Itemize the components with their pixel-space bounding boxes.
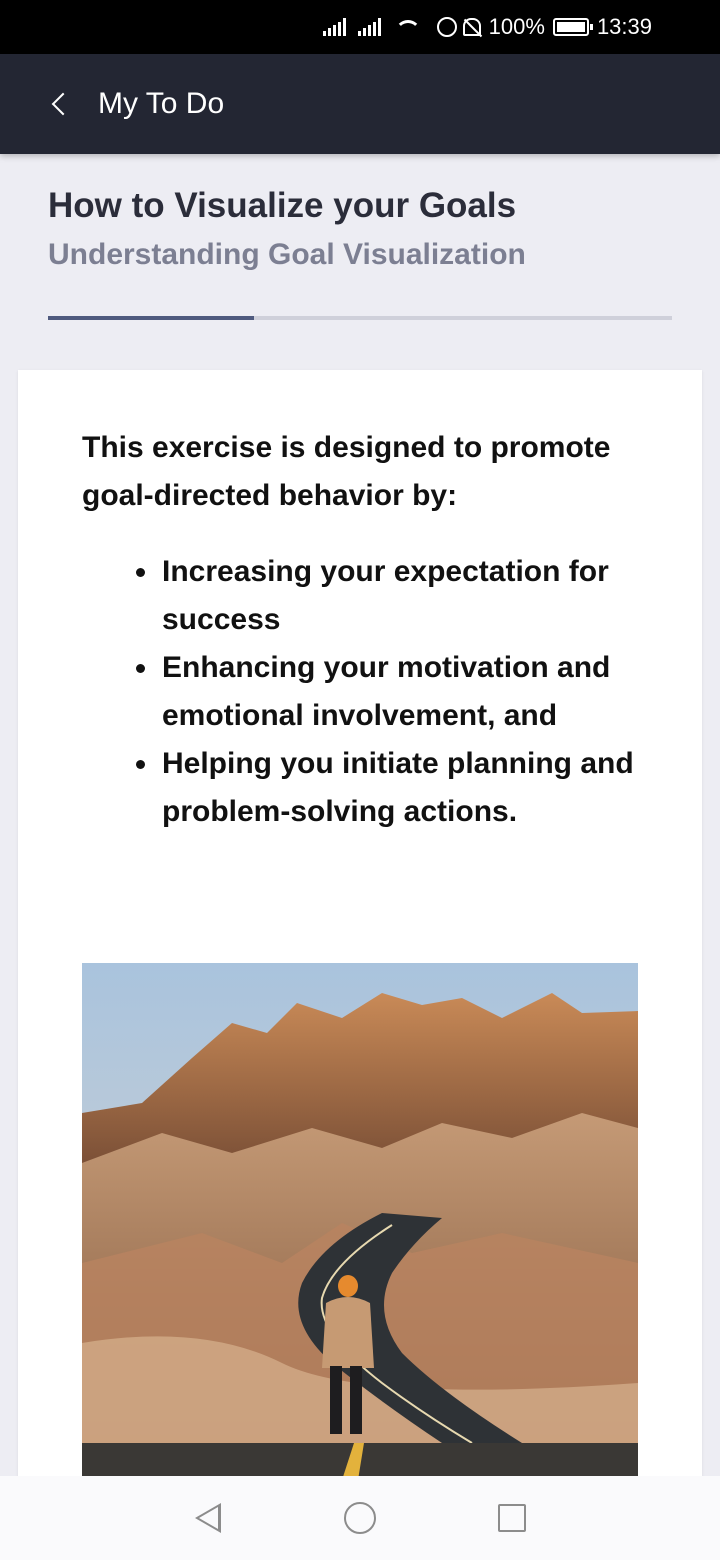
lesson-subtitle: Understanding Goal Visualization [48,238,526,271]
lesson-header [48,186,672,272]
desert-road-photo [82,963,638,1480]
signal-icon [358,18,381,36]
app-bar [0,54,720,154]
recents-square-icon [498,1504,526,1532]
battery-icon [553,18,589,36]
list-item: Helping you initiate planning and problem-solving actions. [162,740,652,836]
status-bar [0,0,720,54]
home-circle-icon [344,1502,376,1534]
lesson-title: How to Visualize your Goals [48,186,517,225]
system-nav-bar [0,1476,720,1560]
signal-icon [323,18,346,36]
clock: 13:39 [596,14,652,39]
chevron-left-icon [52,93,75,116]
benefits-list [162,548,652,836]
lesson-progress-bar [48,316,672,320]
back-button[interactable] [38,82,82,126]
nav-recents-button[interactable] [486,1492,538,1544]
back-triangle-icon [195,1503,221,1533]
nav-back-button[interactable] [182,1492,234,1544]
app-bar-title: My To Do [98,87,225,120]
lesson-progress-fill [48,316,254,320]
alarm-icon [437,17,457,37]
desert-road-illustration [82,963,638,1480]
wifi-icon [393,18,417,36]
content-card [18,370,702,1480]
list-item: Increasing your expectation for success [162,548,652,644]
list-item: Enhancing your motivation and emotional involvement, and [162,644,652,740]
nav-home-button[interactable] [334,1492,386,1544]
intro-text: This exercise is designed to promote goal-directed behavior by: [82,431,611,512]
notifications-off-icon [463,18,481,36]
battery-percent: 100% [488,14,545,39]
